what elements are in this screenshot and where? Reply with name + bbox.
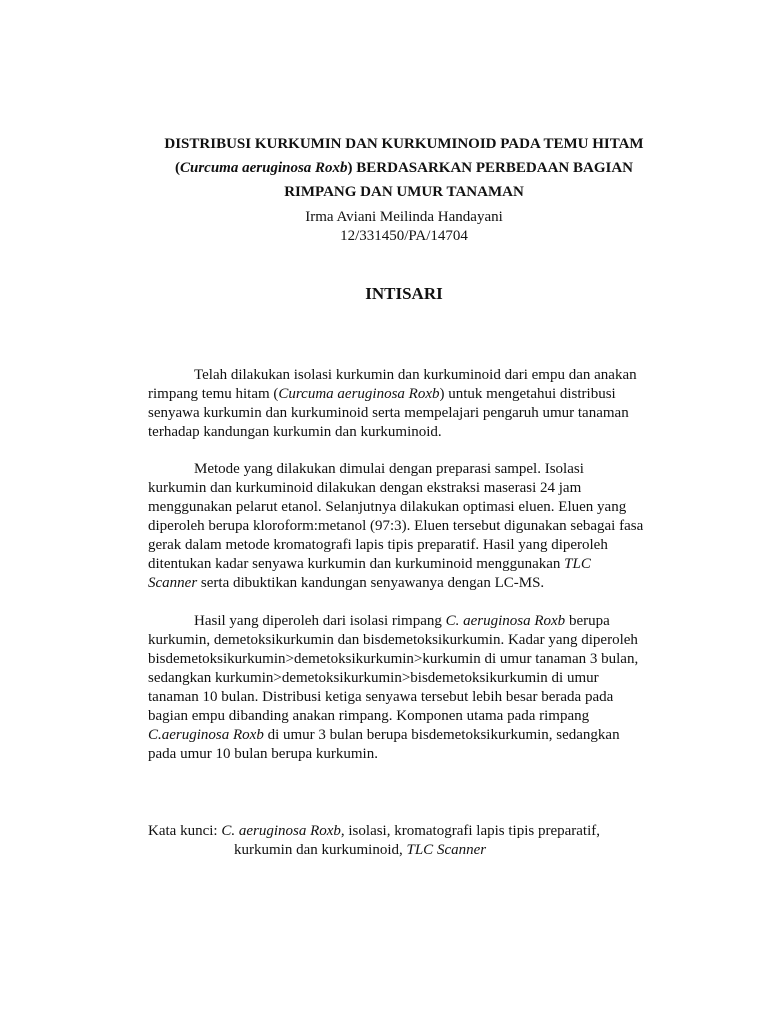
keywords-line: [148, 841, 668, 860]
paragraph-line: [148, 385, 668, 404]
text-segment: , isolasi, kromatografi lapis tipis preparatif,: [340, 823, 600, 839]
paragraph-line: bagian empu dibanding anakan rimpang. Komponen utama pada rimpang: [148, 708, 590, 724]
instrument-name: TLC: [564, 556, 591, 572]
keywords-line: [148, 822, 668, 841]
text-segment: ditentukan kadar senyawa kurkumin dan kurkuminoid menggunakan: [148, 556, 565, 572]
author-name: Irma Aviani Meilinda Handayani: [305, 209, 503, 225]
document-title: [100, 132, 708, 204]
paragraph-line: terhadap kandungan kurkumin dan kurkuminoid.: [148, 424, 442, 440]
text-segment: berupa: [565, 613, 610, 629]
instrument-name: Scanner: [148, 575, 198, 591]
paragraph-line: [148, 612, 668, 631]
species-name: C. aeruginosa Roxb: [221, 823, 341, 839]
instrument-name: TLC Scanner: [406, 842, 487, 858]
abstract-paragraph-1: [148, 366, 668, 442]
paragraph-line: pada umur 10 bulan berupa kurkumin.: [148, 746, 378, 762]
student-id: 12/331450/PA/14704: [340, 228, 468, 244]
title-line-2: [100, 156, 708, 180]
title-species: Curcuma aeruginosa Roxb: [180, 160, 348, 176]
keywords-label: Kata kunci:: [148, 823, 222, 839]
title-paren-open: (: [175, 160, 180, 176]
abstract-paragraph-3: [148, 612, 668, 764]
paragraph-line: gerak dalam metode kromatografi lapis tipis preparatif. Hasil yang diperoleh: [148, 537, 608, 553]
paragraph-line: [148, 574, 668, 593]
paragraph-line: [148, 555, 668, 574]
paragraph-line: Telah dilakukan isolasi kurkumin dan kurkuminoid dari empu dan anakan: [194, 367, 637, 383]
text-segment: di umur 3 bulan berupa bisdemetoksikurkumin, sedangkan: [263, 727, 620, 743]
text-segment: rimpang temu hitam (: [148, 386, 279, 402]
abstract-paragraph-2: [148, 460, 668, 593]
text-segment: Hasil yang diperoleh dari isolasi rimpang: [194, 613, 446, 629]
paragraph-line: senyawa kurkumin dan kurkuminoid serta mempelajari pengaruh umur tanaman: [148, 405, 629, 421]
author-block: [100, 208, 708, 246]
keywords-block: [148, 822, 668, 860]
text-segment: serta dibuktikan kandungan senyawanya dengan LC-MS.: [197, 575, 545, 591]
paragraph-line: menggunakan pelarut etanol. Selanjutnya dilakukan optimasi eluen. Eluen yang: [148, 499, 627, 515]
species-name: C.aeruginosa Roxb: [148, 727, 264, 743]
abstract-heading: INTISARI: [365, 284, 443, 303]
text-segment: kurkumin dan kurkuminoid,: [234, 842, 407, 858]
paragraph-line: kurkumin dan kurkuminoid dilakukan dengan ekstraksi maserasi 24 jam: [148, 480, 582, 496]
paragraph-line: tanaman 10 bulan. Distribusi ketiga senyawa tersebut lebih besar berada pada: [148, 689, 614, 705]
title-line-1: DISTRIBUSI KURKUMIN DAN KURKUMINOID PADA TEMU HITAM: [164, 136, 644, 152]
species-name: C. aeruginosa Roxb: [445, 613, 566, 629]
paragraph-line: [148, 726, 668, 745]
species-name: Curcuma aeruginosa Roxb: [278, 386, 440, 402]
paragraph-line: sedangkan kurkumin>demetoksikurkumin>bisdemetoksikurkumin di umur: [148, 670, 599, 686]
paragraph-line: kurkumin, demetoksikurkumin dan bisdemetoksikurkumin. Kadar yang diperoleh: [148, 632, 638, 648]
title-line-3: RIMPANG DAN UMUR TANAMAN: [284, 184, 524, 200]
paragraph-line: diperoleh berupa kloroform:metanol (97:3). Eluen tersebut digunakan sebagai fasa: [148, 518, 644, 534]
paragraph-line: bisdemetoksikurkumin>demetoksikurkumin>kurkumin di umur tanaman 3 bulan,: [148, 651, 639, 667]
title-line-2-rest: ) BERDASARKAN PERBEDAAN BAGIAN: [347, 160, 633, 176]
paragraph-line: Metode yang dilakukan dimulai dengan preparasi sampel. Isolasi: [194, 461, 584, 477]
text-segment: ) untuk mengetahui distribusi: [439, 386, 616, 402]
